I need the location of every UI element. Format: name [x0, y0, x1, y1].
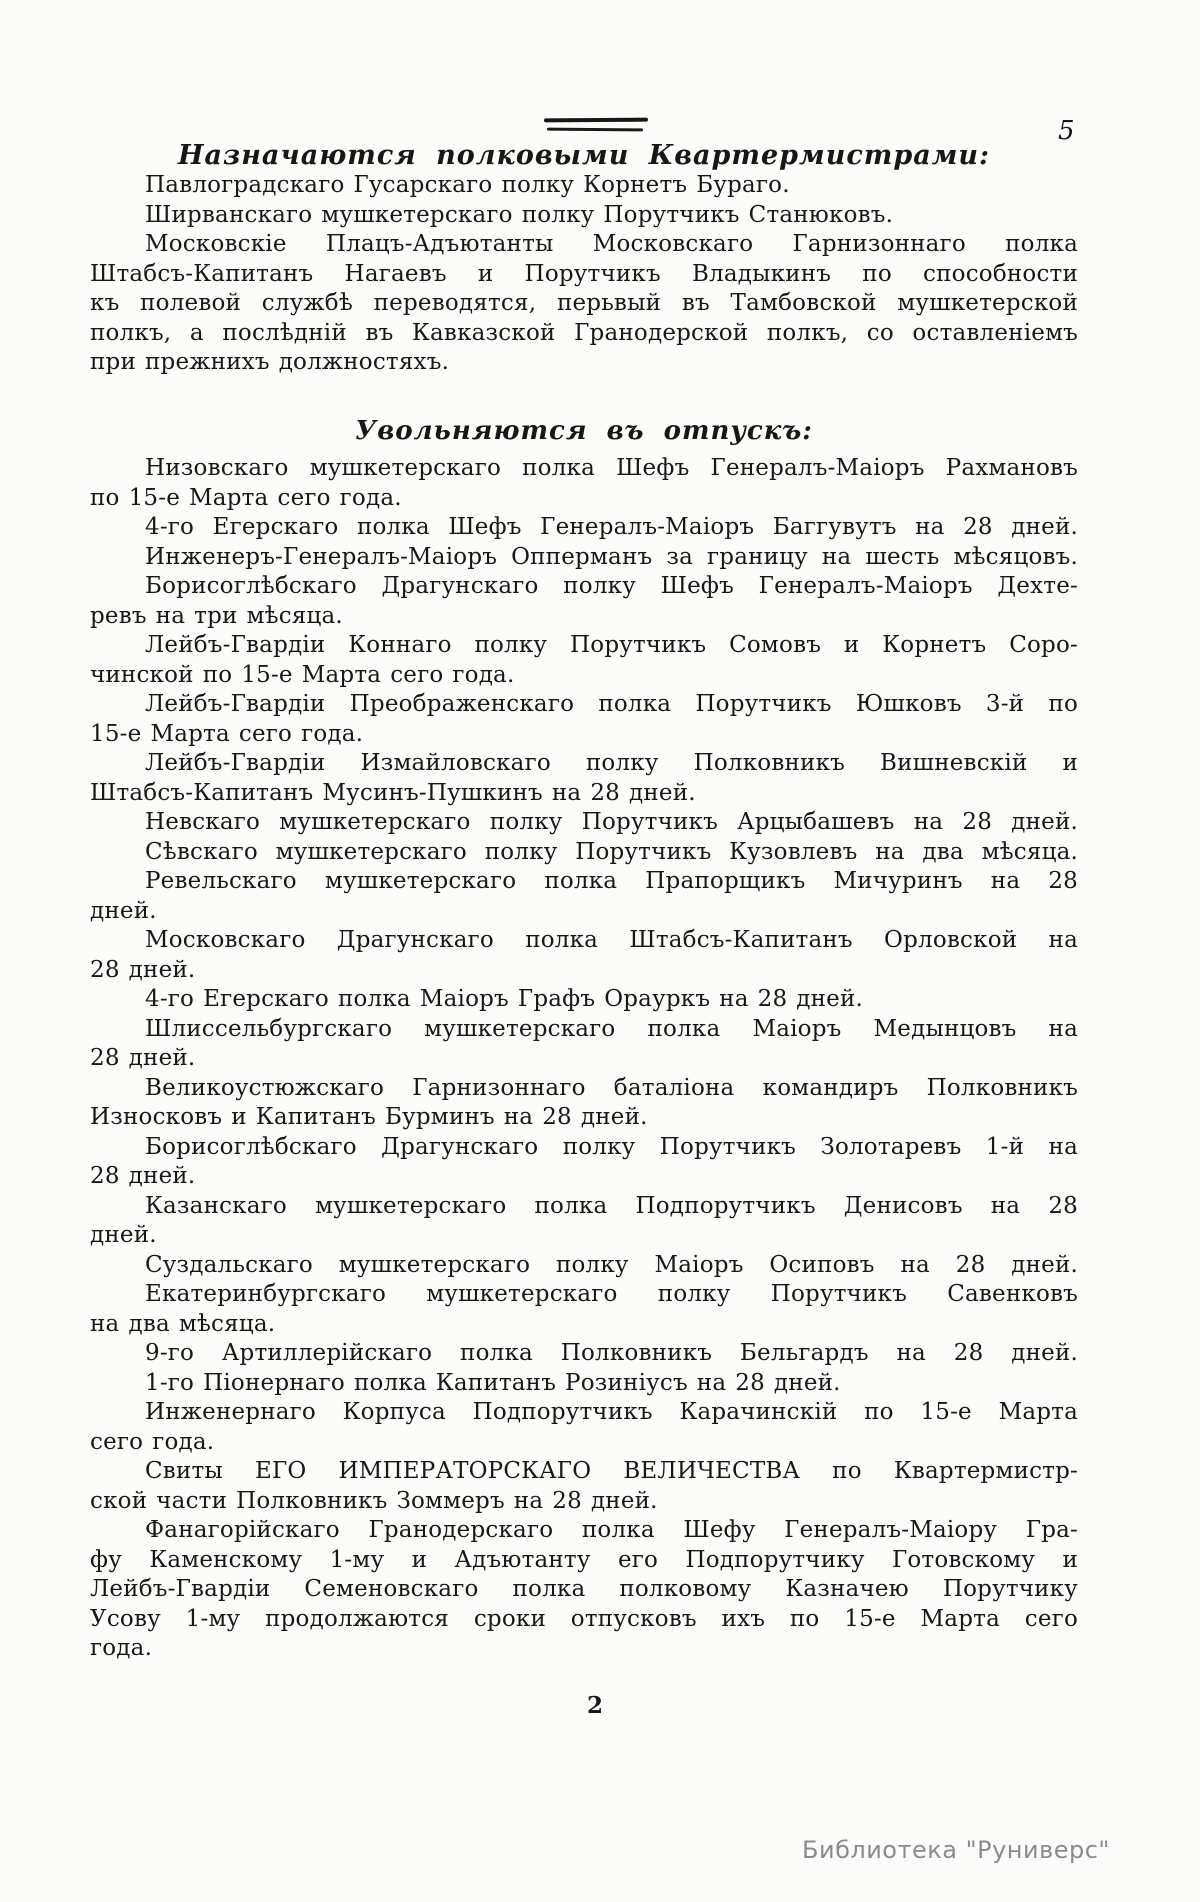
text-line: Шлиссельбургскаго мушкетерскаго полка Маіоръ Медынцовъ на — [145, 1015, 1078, 1042]
text-line: Лейбъ-Гвардіи Преображенскаго полка Порутчикъ Юшковъ 3-й по — [145, 691, 1078, 717]
text-line: полкъ, а послѣдній въ Кавказской Гранодерской полкъ, со оставленіемъ — [90, 319, 1078, 346]
page-number-top: 5 — [1058, 116, 1075, 146]
text-line: года. — [90, 1635, 153, 1661]
text-line: Лейбъ-Гвардіи Коннаго полку Порутчикъ Сомовъ и Корнетъ Соро- — [145, 632, 1078, 658]
text-line: Лейбъ-Гвардіи Измайловскаго полку Полковникъ Вишневскій и — [145, 750, 1078, 776]
text-line: 15-е Марта сего года. — [90, 720, 364, 747]
text-line: Борисоглѣбскаго Драгунскаго полку Порутчикъ Золотаревъ 1-й на — [145, 1133, 1078, 1160]
text-line: Екатеринбургскаго мушкетерскаго полку Порутчикъ Савенковъ — [145, 1281, 1078, 1307]
text-line: Лейбъ-Гвардіи Семеновскаго полка полковому Казначею Порутчику — [90, 1576, 1078, 1602]
text-line: Великоустюжскаго Гарнизоннаго баталіона командиръ Полковникъ — [145, 1074, 1078, 1101]
text-line: Сѣвскаго мушкетерскаго полку Порутчикъ Кузовлевъ на два мѣсяца. — [145, 838, 1078, 865]
text-line: Суздальскаго мушкетерскаго полку Маіоръ Осиповъ на 28 дней. — [145, 1251, 1078, 1278]
text-line: Износковъ и Капитанъ Бурминъ на 28 дней. — [90, 1104, 648, 1130]
text-line: ревъ на три мѣсяца. — [90, 602, 343, 629]
text-line: Фанагорійскаго Гранодерскаго полка Шефу Генералъ-Маіору Гра- — [145, 1517, 1078, 1543]
text-line: Штабсъ-Капитанъ Мусинъ-Пушкинъ на 28 дней. — [90, 779, 696, 806]
text-line: 28 дней. — [90, 1163, 196, 1189]
text-line: 28 дней. — [90, 1045, 196, 1071]
text-line: Павлоградскаго Гусарскаго полку Корнетъ Бураго. — [145, 172, 790, 198]
text-block-appointments — [90, 171, 1078, 378]
text-line: Казанскаго мушкетерскаго полка Подпорутчикъ Денисовъ на 28 — [145, 1192, 1078, 1219]
text-line: 1-го Піонернаго полка Капитанъ Розиніусъ на 28 дней. — [145, 1369, 841, 1396]
section-divider-rule — [544, 118, 648, 131]
text-line: Штабсъ-Капитанъ Нагаевъ и Порутчикъ Владыкинъ по способности — [90, 260, 1078, 287]
text-line: Ширванскаго мушкетерскаго полку Порутчикъ Станюковъ. — [145, 201, 894, 228]
text-line: при прежнихъ должностяхъ. — [90, 349, 450, 375]
text-line: 4-го Егерскаго полка Маіоръ Графъ Орауркъ на 28 дней. — [145, 986, 864, 1012]
text-line: дней. — [90, 1222, 157, 1248]
text-line: Московскіе Плацъ-Адъютанты Московскаго Гарнизоннаго полка — [145, 231, 1078, 257]
divider-rule-bottom — [547, 128, 643, 132]
text-line: Низовскаго мушкетерскаго полка Шефъ Генералъ-Маіоръ Рахмановъ — [145, 455, 1078, 481]
text-line: Ревельскаго мушкетерскаго полка Прапорщикъ Мичуринъ на 28 — [145, 868, 1078, 894]
text-line: сего года. — [90, 1428, 215, 1455]
divider-rule-top — [544, 118, 648, 123]
text-line: фу Каменскому 1-му и Адъютанту его Подпорутчику Готовскому и — [90, 1546, 1078, 1573]
section-heading-leaves: Увольняются въ отпускъ: — [355, 416, 813, 446]
section-heading-appointments: Назначаются полковыми Квартермистрами: — [178, 140, 990, 171]
page-number-bottom: 2 — [586, 1692, 603, 1719]
text-line: Московскаго Драгунскаго полка Штабсъ-Капитанъ Орловской на — [145, 927, 1078, 953]
text-line: дней. — [90, 897, 157, 924]
text-line: Инженернаго Корпуса Подпорутчикъ Карачинскій по 15-е Марта — [145, 1399, 1078, 1425]
text-line: 4-го Егерскаго полка Шефъ Генералъ-Маіоръ Баггувутъ на 28 дней. — [145, 514, 1078, 540]
text-line: Невскаго мушкетерскаго полку Порутчикъ Арцыбашевъ на 28 дней. — [145, 809, 1078, 835]
text-line: Усову 1-му продолжаются сроки отпусковъ ихъ по 15-е Марта сего — [90, 1605, 1078, 1632]
text-line: 9-го Артиллерійскаго полка Полковникъ Бельгардъ на 28 дней. — [145, 1340, 1078, 1366]
text-line: къ полевой службѣ переводятся, перьвый въ Тамбовской мушкетерской — [90, 290, 1078, 316]
library-watermark: Библиотека "Руниверс" — [802, 1836, 1110, 1864]
text-line: Свиты ЕГО ИМПЕРАТОРСКАГО ВЕЛИЧЕСТВА по Квартермистр- — [145, 1458, 1078, 1484]
text-line: на два мѣсяца. — [90, 1310, 276, 1337]
text-line: ской части Полковникъ Зоммеръ на 28 дней. — [90, 1487, 658, 1514]
text-line: Борисоглѣбскаго Драгунскаго полку Шефъ Генералъ-Маіоръ Дехте- — [145, 573, 1078, 599]
text-block-leaves — [90, 454, 1078, 1664]
text-line: 28 дней. — [90, 956, 196, 983]
text-line: чинской по 15-е Марта сего года. — [90, 661, 515, 688]
text-line: по 15-е Марта сего года. — [90, 484, 402, 511]
text-line: Инженеръ-Генералъ-Маіоръ Опперманъ за границу на шесть мѣсяцовъ. — [145, 543, 1078, 570]
